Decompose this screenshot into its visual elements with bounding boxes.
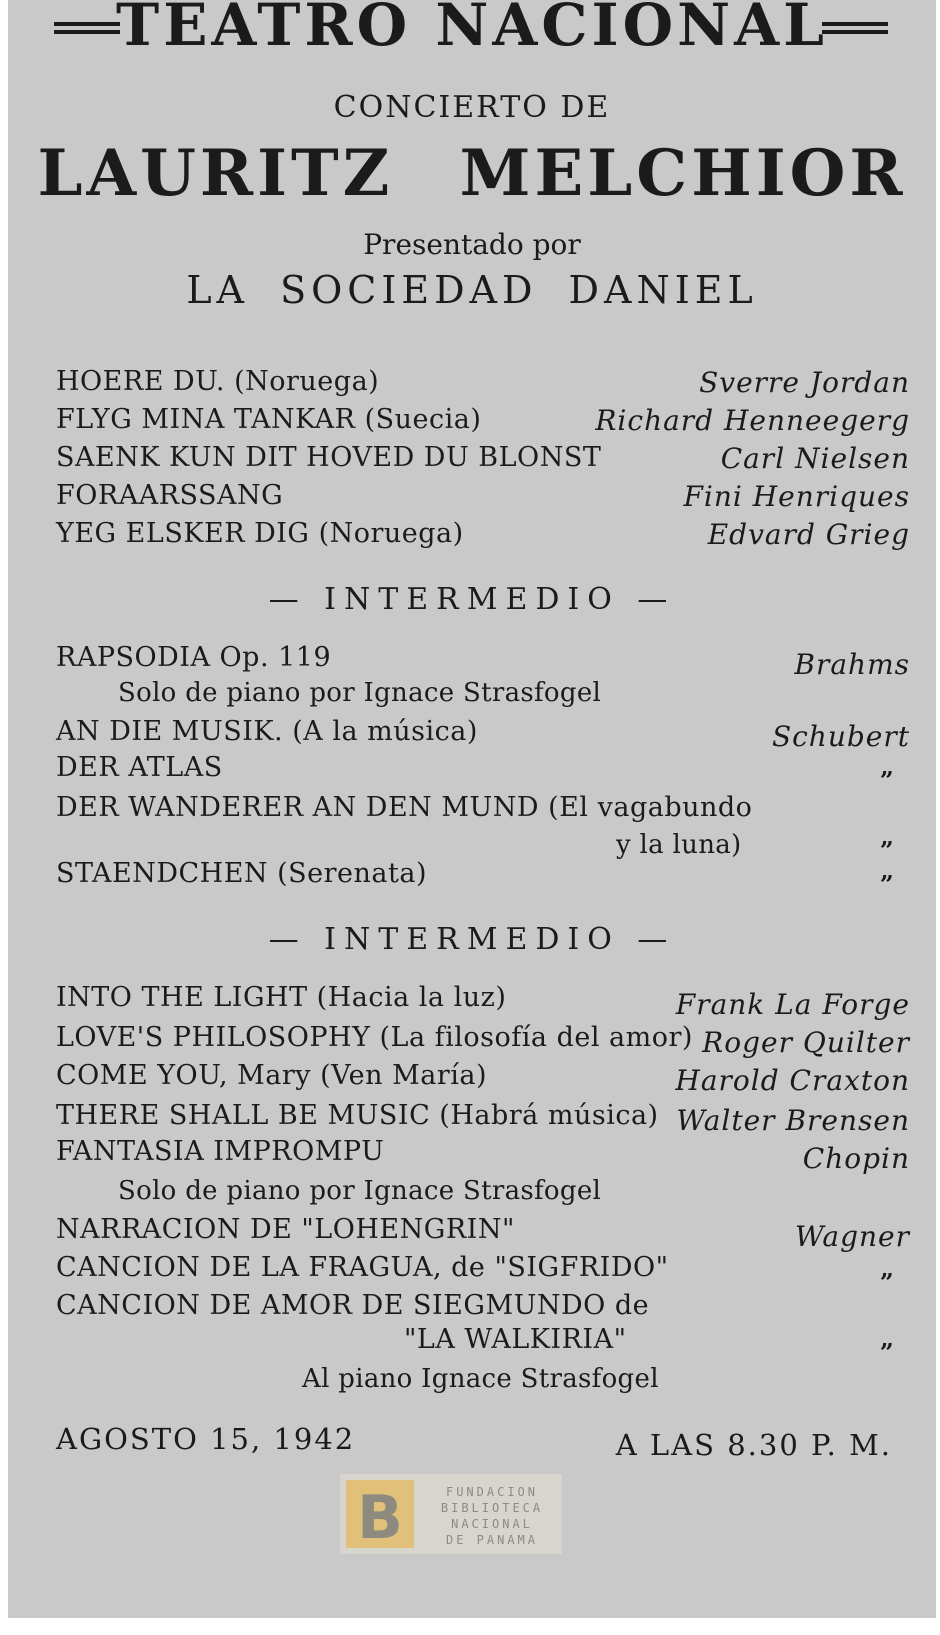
program-song: HOERE DU. (Noruega) [56, 366, 380, 397]
program-composer: Walter Brensen [676, 1104, 910, 1137]
ditto-mark: „ [880, 822, 894, 851]
concert-program [8, 0, 936, 1618]
program-song: DER ATLAS [56, 752, 223, 783]
program-song: AN DIE MUSIK. (A la música) [56, 716, 478, 747]
watermark-line: FUNDACION [445, 1485, 539, 1499]
watermark-line: DE PANAMA [445, 1533, 539, 1547]
watermark-line: BIBLIOTECA [440, 1501, 544, 1515]
program-composer: Chopin [802, 1142, 910, 1175]
intermission-heading: — INTERMEDIO — [268, 582, 676, 617]
program-composer: Richard Henneegerg [595, 404, 910, 437]
program-song: CANCION DE LA FRAGUA, de "SIGFRIDO" [56, 1252, 669, 1283]
program-song: FANTASIA IMPROMPU [56, 1136, 385, 1167]
program-composer: Schubert [771, 720, 910, 753]
program-song-continuation: "LA WALKIRIA" [404, 1324, 627, 1355]
program-composer: Edvard Grieg [707, 518, 910, 551]
program-composer: Fini Henriques [683, 480, 910, 513]
ditto-mark: „ [880, 856, 894, 885]
watermark-line: NACIONAL [451, 1517, 533, 1531]
program-song: THERE SHALL BE MUSIC (Habrá música) [56, 1100, 659, 1131]
program-song: YEG ELSKER DIG (Noruega) [56, 518, 464, 549]
program-composer: Sverre Jordan [699, 366, 910, 399]
artist-name: LAURITZ MELCHIOR [37, 136, 907, 211]
concert-date: AGOSTO 15, 1942 [56, 1422, 356, 1456]
program-composer: Roger Quilter [702, 1026, 910, 1059]
program-composer: Wagner [795, 1220, 910, 1253]
program-composer: Frank La Forge [675, 988, 910, 1021]
program-song: CANCION DE AMOR DE SIEGMUNDO de [56, 1290, 650, 1321]
program-composer: Brahms [794, 648, 910, 681]
concert-time: A LAS 8.30 P. M. [615, 1428, 892, 1462]
program-song: FLYG MINA TANKAR (Suecia) [56, 404, 482, 435]
intermission-heading: — INTERMEDIO — [268, 922, 676, 957]
ditto-mark: „ [880, 1324, 894, 1353]
program-song: SAENK KUN DIT HOVED DU BLONST [56, 442, 602, 473]
program-song-continuation: y la luna) [616, 830, 742, 860]
concert-line: CONCIERTO DE [333, 90, 611, 125]
ditto-mark: „ [880, 1254, 894, 1283]
program-song: RAPSODIA Op. 119 [56, 642, 332, 673]
ditto-mark: „ [880, 752, 894, 781]
program-note: Solo de piano por Ignace Strasfogel [118, 678, 602, 708]
program-note: Solo de piano por Ignace Strasfogel [118, 1176, 602, 1206]
presented-by: Presentado por [363, 228, 581, 261]
accompanist-note: Al piano Ignace Strasfogel [302, 1364, 659, 1394]
program-song: DER WANDERER AN DEN MUND (El vagabundo [56, 792, 753, 823]
program-song: STAENDCHEN (Serenata) [56, 858, 427, 889]
program-song: FORAARSSANG [56, 480, 284, 511]
program-song: INTO THE LIGHT (Hacia la luz) [56, 982, 507, 1013]
presenter-name: LA SOCIEDAD DANIEL [186, 268, 758, 312]
program-composer: Carl Nielsen [720, 442, 910, 475]
program-song: COME YOU, Mary (Ven María) [56, 1060, 488, 1091]
program-song: NARRACION DE "LOHENGRIN" [56, 1214, 515, 1245]
library-watermark-logo [340, 1474, 562, 1554]
theater-title: TEATRO NACIONAL [116, 0, 828, 59]
program-song: LOVE'S PHILOSOPHY (La filosofía del amor) [56, 1022, 693, 1053]
watermark-letter: B [357, 1483, 403, 1553]
program-composer: Harold Craxton [675, 1064, 910, 1097]
double-rule-right [822, 22, 888, 34]
